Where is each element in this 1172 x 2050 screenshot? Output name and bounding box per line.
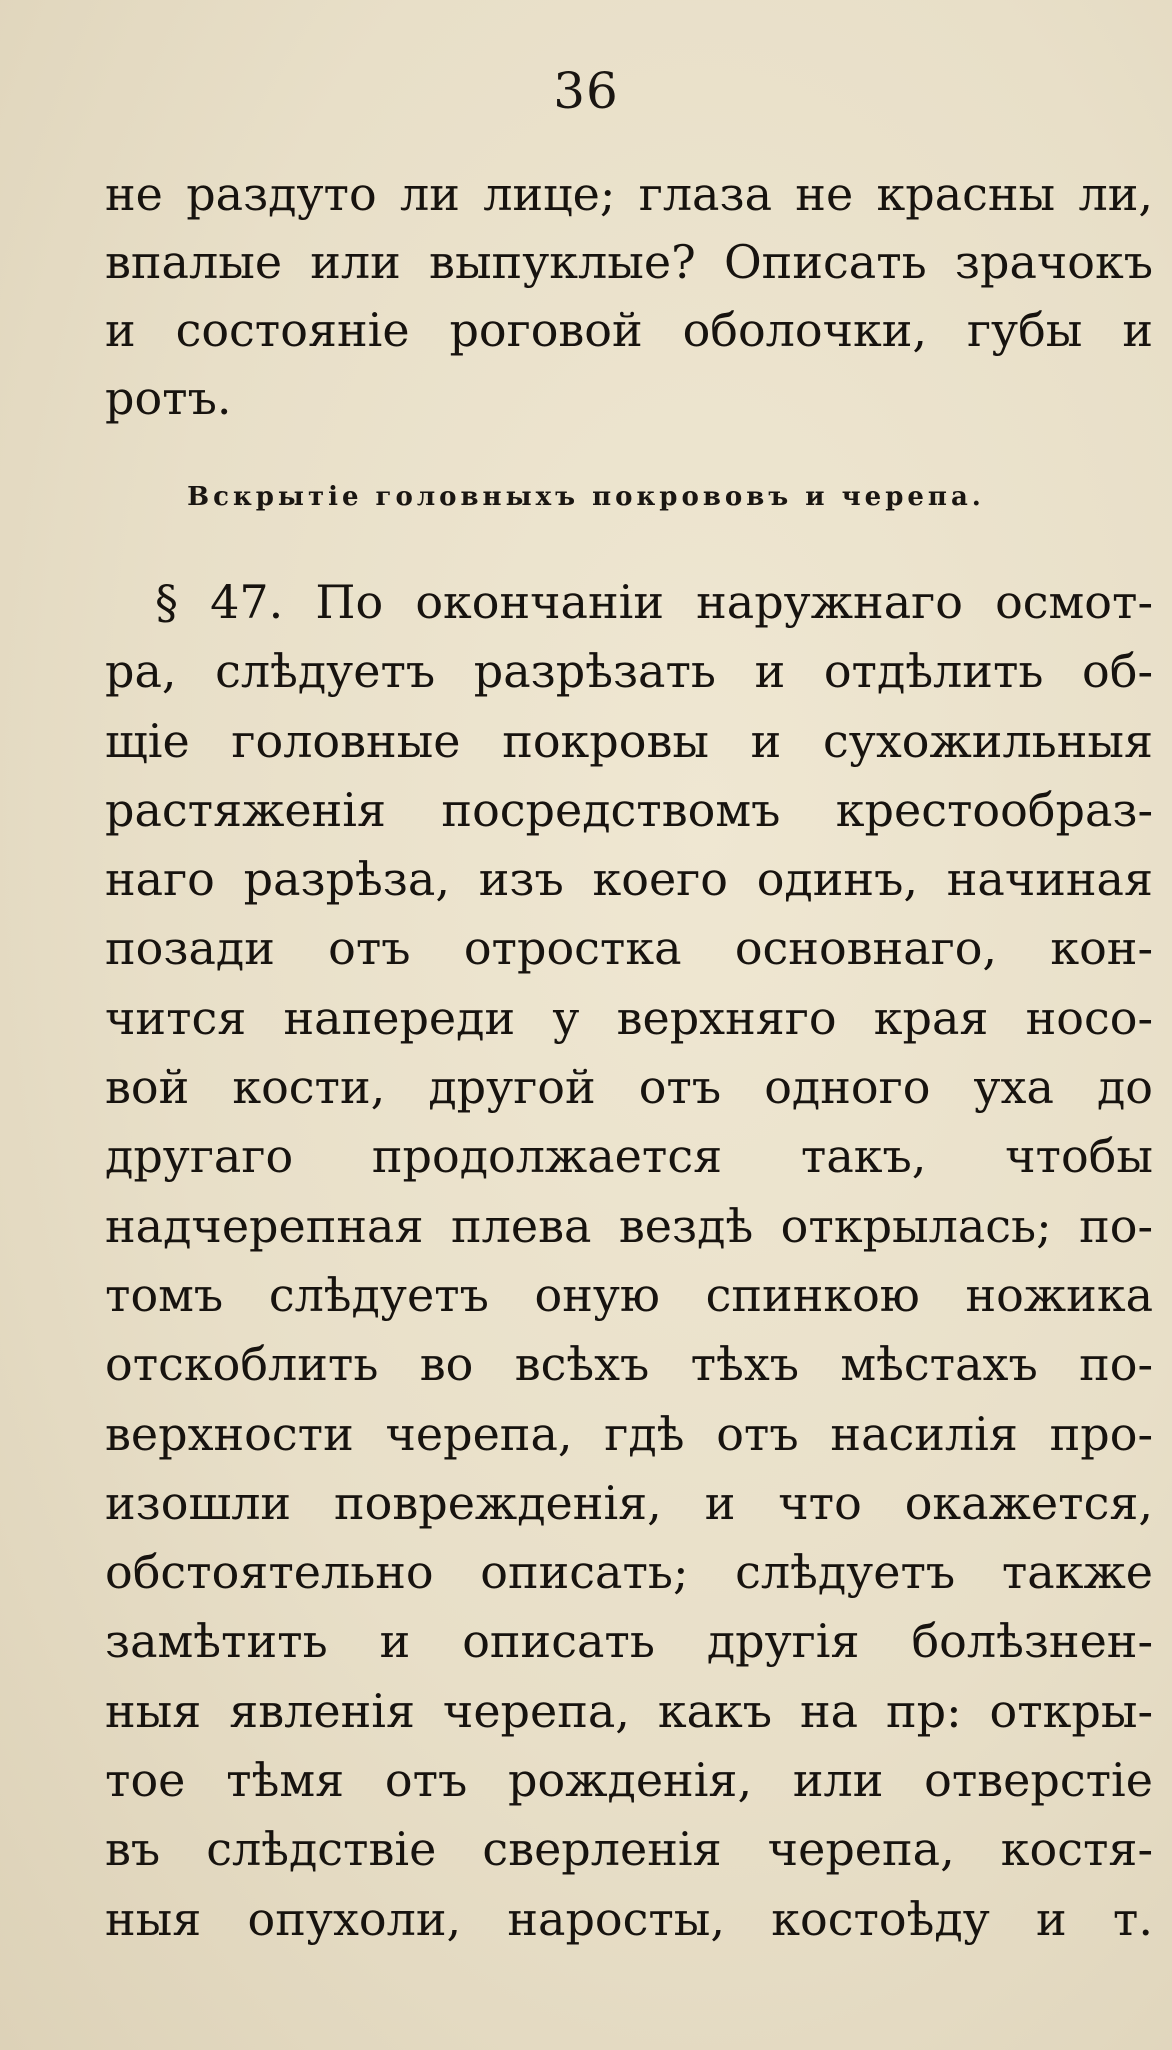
text-line: § 47. По окончанiи наружнаго осмот-: [155, 575, 1153, 629]
text-line: въ слѣдствiе сверленiя черепа, костя-: [105, 1822, 1153, 1877]
text-line: ротъ.: [105, 371, 232, 425]
text-line: щiе головные покровы и сухожильныя: [105, 713, 1153, 768]
text-line: и состоянiе роговой оболочки, губы и: [105, 303, 1153, 357]
text-line: отскоблить во всѣхъ тѣхъ мѣстахъ по-: [105, 1337, 1153, 1392]
text-line: растяженiя посредствомъ крестообраз-: [105, 782, 1153, 837]
text-line: тое тѣмя отъ рожденiя, или отверстiе: [105, 1753, 1153, 1808]
text-line: изошли поврежденiя, и что окажется,: [105, 1475, 1153, 1530]
section-paragraph: [105, 568, 1153, 1954]
text-line: наго разрѣза, изъ коего одинъ, начиная: [105, 852, 1153, 907]
text-line: ныя опухоли, наросты, костоѣду и т.: [105, 1891, 1153, 1946]
text-line: вой кости, другой отъ одного уха до: [105, 1060, 1153, 1115]
text-line: ра, слѣдуетъ разрѣзать и отдѣлить об-: [105, 644, 1153, 699]
text-line: замѣтить и описать другiя болѣзнен-: [105, 1614, 1153, 1669]
text-line: томъ слѣдуетъ оную спинкою ножика: [105, 1267, 1153, 1322]
text-line: обстоятельно описать; слѣдуетъ также: [105, 1545, 1153, 1600]
text-line: чится напереди у верхняго края носо-: [105, 990, 1153, 1045]
text-line: надчерепная плева вездѣ открылась; по-: [105, 1198, 1153, 1253]
text-line: верхности черепа, гдѣ отъ насилiя про-: [105, 1406, 1153, 1461]
page-number: 36: [553, 62, 619, 120]
text-line: другаго продолжается такъ, чтобы: [105, 1129, 1153, 1184]
text-line: не раздуто ли лице; глаза не красны ли,: [105, 167, 1153, 221]
text-line: впалые или выпуклые? Описать зрачокъ: [105, 235, 1153, 289]
intro-paragraph: [105, 160, 1153, 432]
section-heading: Вскрытiе головныхъ покрововъ и черепа.: [187, 482, 985, 512]
text-line: ныя явленiя черепа, какъ на пр: откры-: [105, 1683, 1153, 1738]
text-line: позади отъ отростка основнаго, кон-: [105, 921, 1153, 976]
